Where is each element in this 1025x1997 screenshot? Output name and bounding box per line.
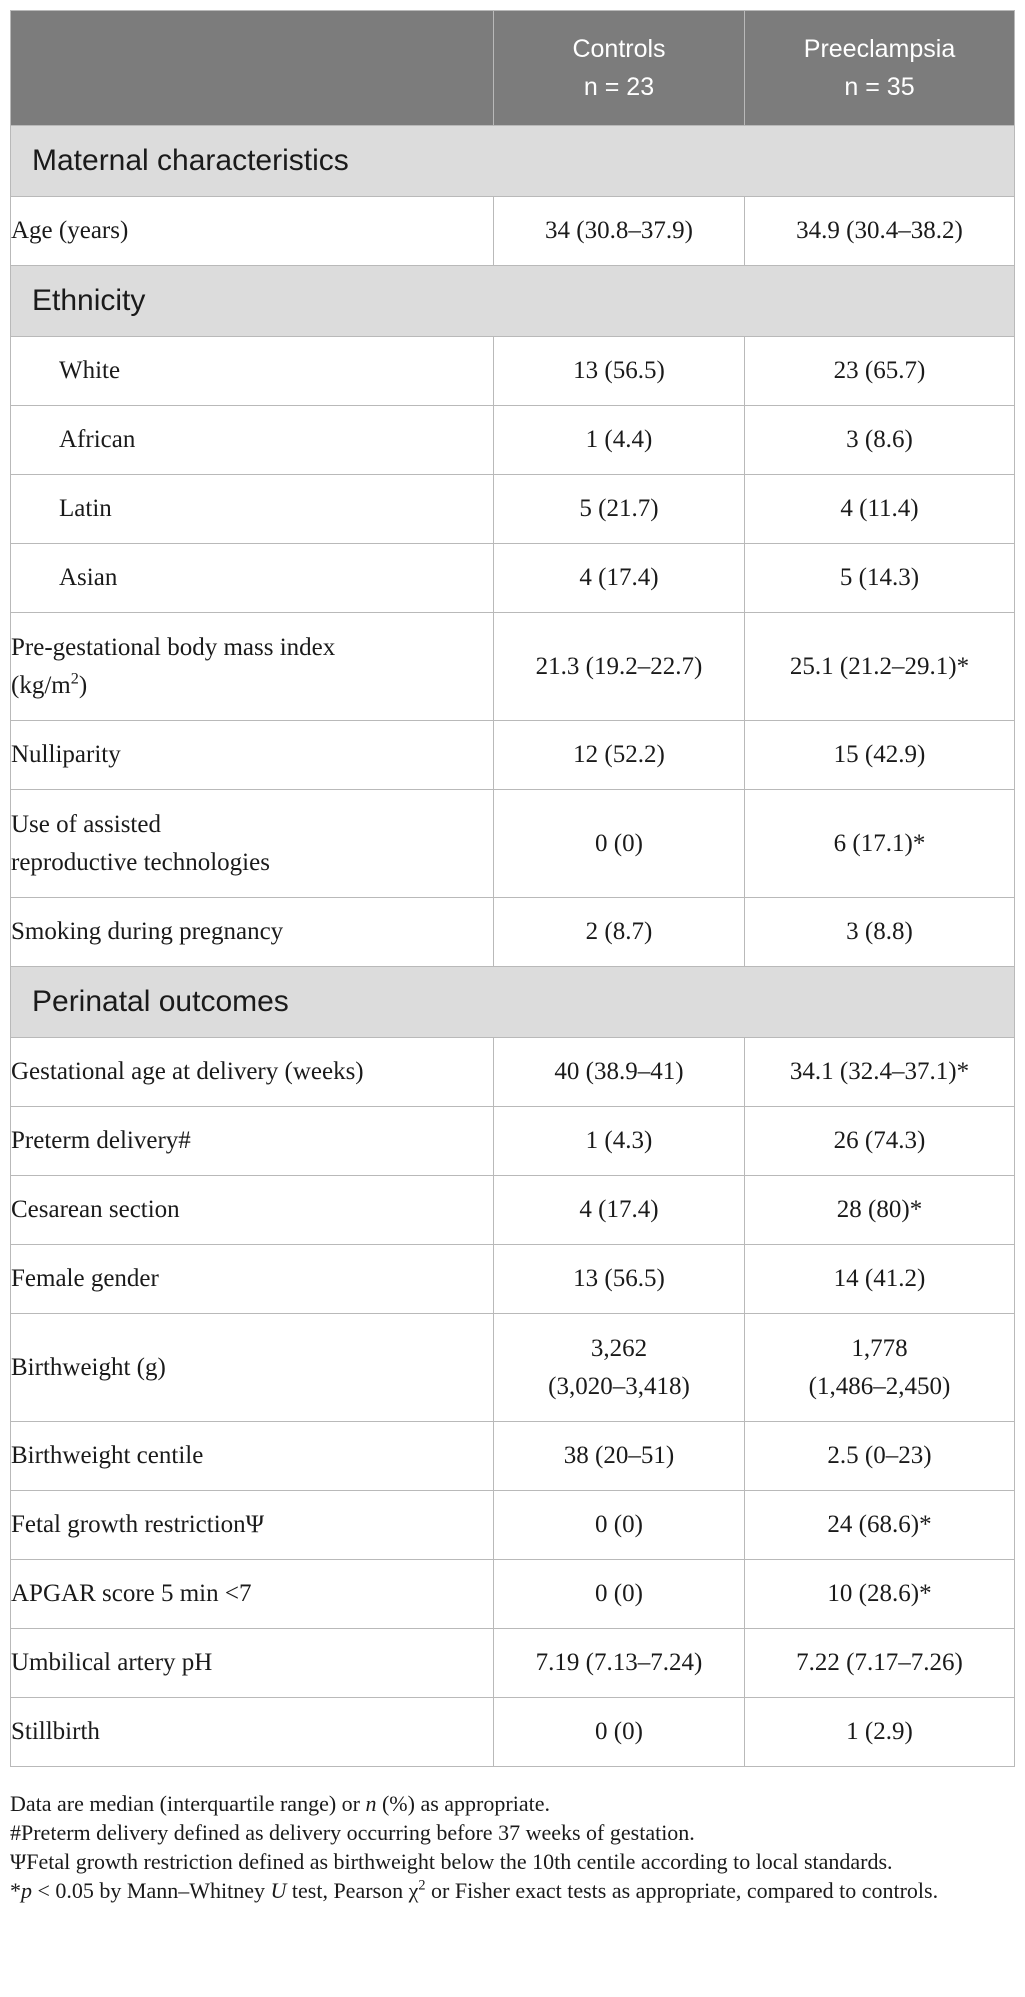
controls-value: 12 (52.2) xyxy=(494,721,745,790)
row-label: Smoking during pregnancy xyxy=(11,898,494,967)
preeclampsia-value: 14 (41.2) xyxy=(745,1245,1015,1314)
header-controls xyxy=(494,11,745,126)
preeclampsia-value: 10 (28.6)* xyxy=(745,1560,1015,1629)
unit-pre: (kg/m xyxy=(11,671,71,699)
table-row xyxy=(11,790,1015,898)
table-row xyxy=(11,197,1015,266)
controls-value: 38 (20–51) xyxy=(494,1422,745,1491)
section-maternal xyxy=(11,126,1015,197)
preeclampsia-value-line2: (1,486–2,450) xyxy=(808,1372,951,1400)
controls-value: 7.19 (7.13–7.24) xyxy=(494,1629,745,1698)
table-row xyxy=(11,1491,1015,1560)
section-title: Perinatal outcomes xyxy=(11,967,1015,1038)
row-label-line1: Pre-gestational body mass index xyxy=(11,633,336,661)
section-ethnicity xyxy=(11,266,1015,337)
section-perinatal xyxy=(11,967,1015,1038)
preeclampsia-value: 5 (14.3) xyxy=(745,544,1015,613)
table-row xyxy=(11,406,1015,475)
controls-value xyxy=(494,1314,745,1422)
preeclampsia-value: 15 (42.9) xyxy=(745,721,1015,790)
unit-post: ) xyxy=(78,671,88,699)
row-label: Latin xyxy=(11,475,494,544)
preeclampsia-value: 3 (8.6) xyxy=(745,406,1015,475)
controls-value: 0 (0) xyxy=(494,1698,745,1767)
controls-value: 0 (0) xyxy=(494,1491,745,1560)
controls-value: 0 (0) xyxy=(494,1560,745,1629)
preeclampsia-value: 4 (11.4) xyxy=(745,475,1015,544)
header-blank-cell xyxy=(11,11,494,126)
table-row xyxy=(11,1176,1015,1245)
controls-value: 2 (8.7) xyxy=(494,898,745,967)
controls-value: 13 (56.5) xyxy=(494,337,745,406)
table-row xyxy=(11,1422,1015,1491)
controls-value: 0 (0) xyxy=(494,790,745,898)
row-label: Umbilical artery pH xyxy=(11,1629,494,1698)
table-row xyxy=(11,475,1015,544)
table-footnotes xyxy=(10,1789,1014,1905)
controls-value: 4 (17.4) xyxy=(494,544,745,613)
controls-value: 4 (17.4) xyxy=(494,1176,745,1245)
table-row xyxy=(11,1314,1015,1422)
row-label: Nulliparity xyxy=(11,721,494,790)
footnote-text: Data are median (interquartile range) or xyxy=(10,1791,366,1816)
section-title: Ethnicity xyxy=(11,266,1015,337)
table-row xyxy=(11,613,1015,721)
header-controls-title: Controls xyxy=(572,35,666,63)
preeclampsia-value: 26 (74.3) xyxy=(745,1107,1015,1176)
preeclampsia-value: 1 (2.9) xyxy=(745,1698,1015,1767)
section-title: Maternal characteristics xyxy=(11,126,1015,197)
row-label: Female gender xyxy=(11,1245,494,1314)
footnote-text: (%) as appropriate. xyxy=(376,1791,550,1816)
preeclampsia-value xyxy=(745,1314,1015,1422)
header-preeclampsia xyxy=(745,11,1015,126)
preeclampsia-value: 34.1 (32.4–37.1)* xyxy=(745,1038,1015,1107)
row-label-line2 xyxy=(11,667,493,705)
footnote-fgr: ΨFetal growth restriction defined as birthweight below the 10th centile according to local standards. xyxy=(10,1849,893,1874)
footnote-text: < 0.05 by Mann–Whitney xyxy=(32,1878,271,1903)
table-row xyxy=(11,721,1015,790)
row-label: APGAR score 5 min <7 xyxy=(11,1560,494,1629)
row-label: Gestational age at delivery (weeks) xyxy=(11,1038,494,1107)
preeclampsia-value: 34.9 (30.4–38.2) xyxy=(745,197,1015,266)
preeclampsia-value: 6 (17.1)* xyxy=(745,790,1015,898)
row-label-line1: Use of assisted xyxy=(11,810,161,838)
row-label: Asian xyxy=(11,544,494,613)
controls-value-line1: 3,262 xyxy=(590,1334,648,1362)
footnote-italic-u: U xyxy=(270,1878,287,1903)
footnote-italic-p: p xyxy=(21,1878,32,1903)
preeclampsia-value-line1: 1,778 xyxy=(851,1334,908,1362)
data-table xyxy=(10,10,1015,1767)
preeclampsia-value: 24 (68.6)* xyxy=(745,1491,1015,1560)
header-row xyxy=(11,11,1015,126)
row-label-line2: reproductive technologies xyxy=(11,848,270,876)
table-row xyxy=(11,1245,1015,1314)
table-row xyxy=(11,1560,1015,1629)
row-label: Stillbirth xyxy=(11,1698,494,1767)
table-row xyxy=(11,898,1015,967)
footnote-data-description xyxy=(10,1789,1014,1818)
preeclampsia-value: 7.22 (7.17–7.26) xyxy=(745,1629,1015,1698)
controls-value-line2: (3,020–3,418) xyxy=(548,1372,690,1400)
preeclampsia-value: 23 (65.7) xyxy=(745,337,1015,406)
table-row xyxy=(11,1698,1015,1767)
footnote-sup: 2 xyxy=(418,1877,426,1894)
row-label: African xyxy=(11,406,494,475)
controls-value: 40 (38.9–41) xyxy=(494,1038,745,1107)
table-row xyxy=(11,1107,1015,1176)
unit-sup: 2 xyxy=(70,669,79,688)
table-row xyxy=(11,1038,1015,1107)
controls-value: 1 (4.3) xyxy=(494,1107,745,1176)
row-label: Birthweight centile xyxy=(11,1422,494,1491)
controls-value: 34 (30.8–37.9) xyxy=(494,197,745,266)
footnote-text: test, Pearson χ xyxy=(286,1878,419,1903)
controls-value: 13 (56.5) xyxy=(494,1245,745,1314)
row-label xyxy=(11,613,494,721)
controls-value: 5 (21.7) xyxy=(494,475,745,544)
footnote-star: * xyxy=(10,1878,21,1903)
preeclampsia-value: 28 (80)* xyxy=(745,1176,1015,1245)
preeclampsia-value: 2.5 (0–23) xyxy=(745,1422,1015,1491)
row-label: White xyxy=(11,337,494,406)
footnote-italic-n: n xyxy=(365,1791,377,1816)
table-row xyxy=(11,337,1015,406)
row-label: Fetal growth restrictionΨ xyxy=(11,1491,494,1560)
preeclampsia-value: 25.1 (21.2–29.1)* xyxy=(745,613,1015,721)
table-row xyxy=(11,544,1015,613)
controls-value: 21.3 (19.2–22.7) xyxy=(494,613,745,721)
header-controls-n: n = 23 xyxy=(583,73,655,101)
row-label: Preterm delivery# xyxy=(11,1107,494,1176)
header-preeclampsia-title: Preeclampsia xyxy=(803,35,956,63)
footnote-preterm: #Preterm delivery defined as delivery occurring before 37 weeks of gestation. xyxy=(10,1820,695,1845)
row-label: Cesarean section xyxy=(11,1176,494,1245)
row-label: Birthweight (g) xyxy=(11,1314,494,1422)
header-preeclampsia-n: n = 35 xyxy=(844,73,915,101)
preeclampsia-value: 3 (8.8) xyxy=(745,898,1015,967)
row-label xyxy=(11,790,494,898)
table-row xyxy=(11,1629,1015,1698)
row-label: Age (years) xyxy=(11,197,494,266)
footnote-text: or Fisher exact tests as appropriate, compared to controls. xyxy=(425,1878,939,1903)
controls-value: 1 (4.4) xyxy=(494,406,745,475)
footnote-significance xyxy=(10,1876,1014,1905)
